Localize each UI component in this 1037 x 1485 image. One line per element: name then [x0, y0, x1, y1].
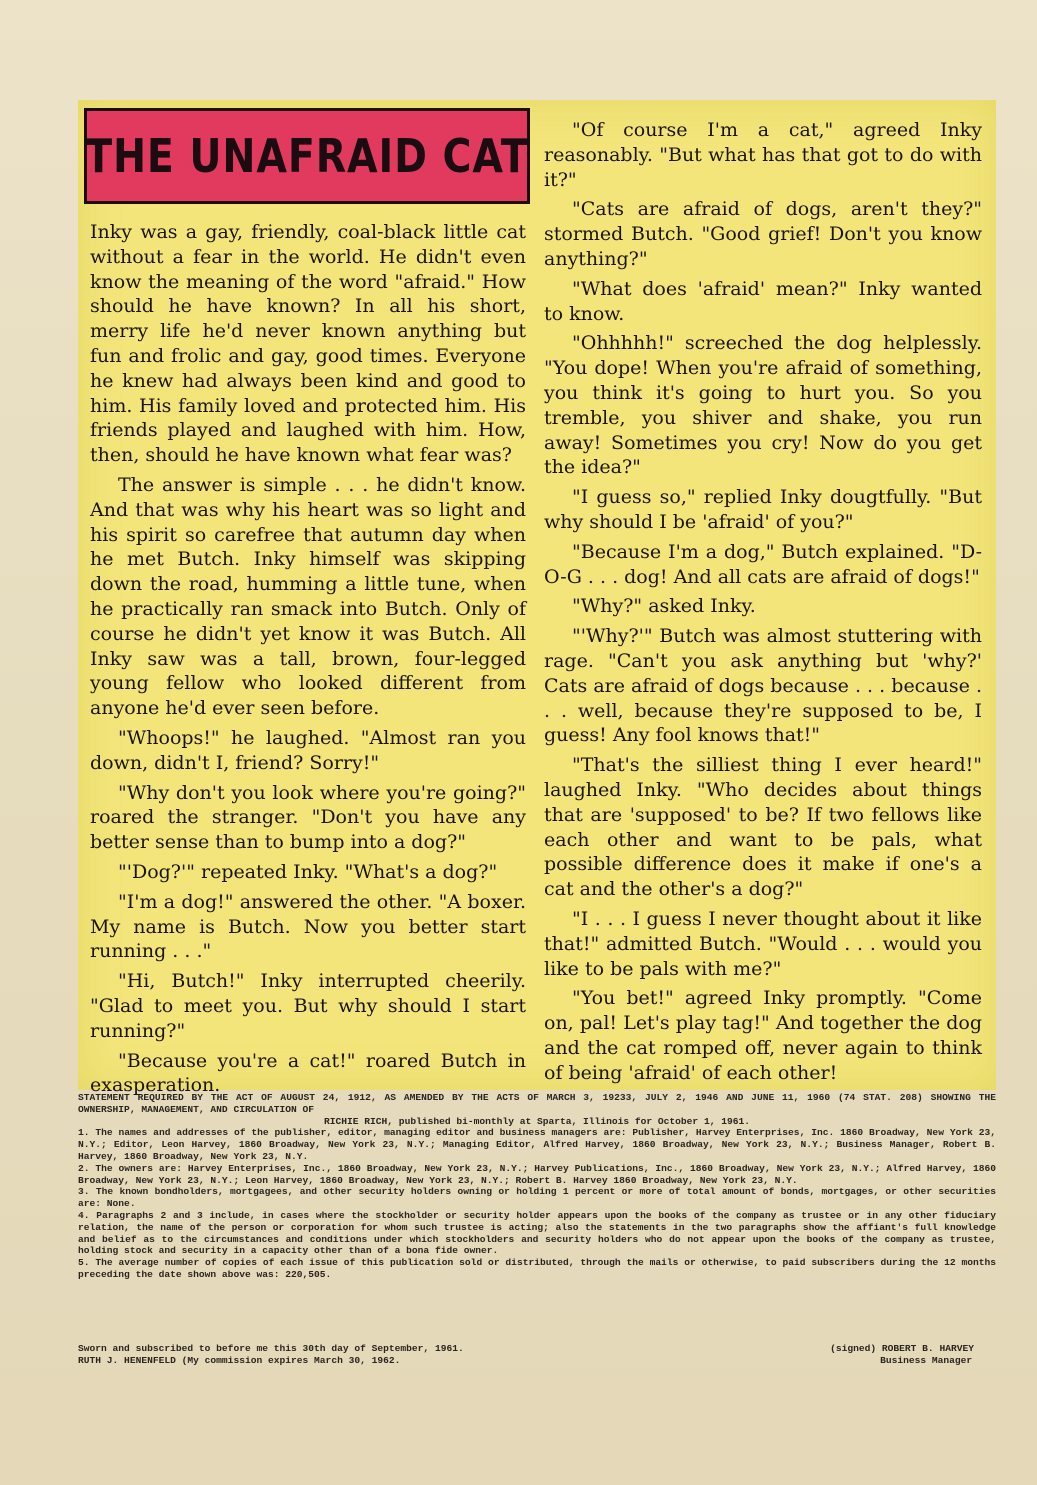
story-paragraph: "Cats are afraid of dogs, aren't they?" stormed Butch. "Good grief! Don't you know anything?"	[544, 198, 982, 270]
story-paragraph: "Because I'm a dog," Butch explained. "D-O-G . . . dog! And all cats are afraid of dogs!"	[544, 540, 982, 588]
story-title: THE UNAFRAID CAT	[85, 129, 529, 183]
story-paragraph: "I guess so," replied Inky dougtfully. "But why should I be 'afraid' of you?"	[544, 486, 982, 533]
story-paragraph: "'Dog?'" repeated Inky. "What's a dog?"	[118, 860, 498, 883]
story-paragraph: Inky was a gay, friendly, coal-black little cat without a fear in the world. He didn't even know the meaning of the word "afraid." How should he have known? In all his short, merry life he'd never known anything but fun and frolic and gay, good times. Everyone he knew had always been kind and good to him. His family loved and protected him. His friends played and laughed with him. How, then, should he have known what fear was?	[90, 221, 526, 467]
story-paragraph: "Why?" asked Inky.	[572, 595, 756, 618]
story-paragraph: "Why don't you look where you're going?" roared the stranger. "Don't you have any better sense than to bump into a dog?"	[90, 781, 526, 854]
story-paragraph: "That's the silliest thing I ever heard!" laughed Inky. "Who decides about things that are 'supposed' to be? If two fellows like each other and want to be pals, what possible difference does it make if one's a cat and the other's a dog?"	[544, 754, 982, 901]
story-paragraph: "Of course I'm a cat," agreed Inky reasonably. "But what has that got to do with it?"	[544, 119, 982, 191]
statement-item: 5. The average number of copies of each issue of this publication sold or distributed, through the mails or otherwise, to paid subscribers during the 12 months preceding the date shown above was: 220,505.	[78, 1257, 996, 1280]
story-paragraph: "Because you're a cat!" roared Butch in exasperation.	[90, 1049, 526, 1097]
statement-item: 3. The known bondholders, mortgagees, and other security holders owning or holding 1 percent or more of total amount of bonds, mortgages, or other securities are: None.	[78, 1186, 996, 1210]
story-paragraph: "What does 'afraid' mean?" Inky wanted to know.	[544, 277, 982, 325]
statement-item: 2. The owners are: Harvey Enterprises, Inc., 1860 Broadway, New York 23, N.Y.; Harvey Publications, Inc., 1860 Broadway, New York 23, N.Y.; Alfred Harvey, 1860 Broadway, New York 23, N.Y.; Leon Harvey, 1860 Broadway, New York 23, N.Y.; Robert B. Harvey 1860 Broadway, New York 23, N.Y.	[78, 1162, 996, 1186]
signature-block	[830, 1343, 974, 1367]
statement-item: 4. Paragraphs 2 and 3 include, in cases where the stockholder or security holder appears upon the books of the company as trustee or in any other fiduciary relation, the name of the person or corporation for whom such trustee is acting; also the statements in the two paragraphs show the affiant's full knowledge and belief as to the circumstances and conditions under which stockholders and security holders who do not appear upon the books of the company as trustee, holding stock and security in a capacity other than of a bona fide owner.	[78, 1209, 996, 1257]
notary-line: RUTH J. HENENFELD (My commission expires March 30, 1962.	[78, 1355, 401, 1366]
story-column-right	[544, 118, 982, 1090]
story-paragraph: "Whoops!" he laughed. "Almost ran you down, didn't I, friend? Sorry!"	[90, 726, 526, 774]
notary-block	[78, 1343, 464, 1367]
statement-publication: RICHIE RICH, published bi-monthly at Sparta, Illinois for October 1, 1961.	[323, 1115, 751, 1127]
story-paragraph: The answer is simple . . . he didn't know. And that was why his heart was so light and his spirit so carefree that autumn day when he met Butch. Inky himself was skipping down the road, humming a little tune, when he practically ran smack into Butch. Only of course he didn't yet know it was Butch. All Inky saw was a tall, brown, four-legged young fellow who looked different from anyone he'd ever seen before.	[90, 473, 526, 720]
statement-header: STATEMENT REQUIRED BY THE ACT OF AUGUST 24, 1912, AS AMENDED BY THE ACTS OF MARCH 3, 19233, JULY 2, 1946 AND JUNE 11, 1960 (74 STAT. 208) SHOWING THE OWNERSHIP, MANAGEMENT, AND CIRCULATION OF	[78, 1092, 996, 1115]
story-paragraph: "You bet!" agreed Inky promptly. "Come on, pal! Let's play tag!" And together the dog and the cat romped off, never again to think of being 'afraid' of each other!	[544, 987, 982, 1084]
story-paragraph: "'Why?'" Butch was almost stuttering with rage. "Can't you ask anything but 'why?' Cats are afraid of dogs because . . . because . . . well, because they're supposed to be, I guess! Any fool knows that!"	[544, 625, 982, 747]
role-line: Business Manager	[880, 1355, 973, 1366]
ownership-statement	[78, 1092, 996, 1281]
statement-item: 1. The names and addresses of the publisher, editor, managing editor and business managers are: Publisher, Harvey Enterprises, Inc. 1860 Broadway, New York 23, N.Y.; Editor, Leon Harvey, 1860 Broadway, New York 23, N.Y.; Managing Editor, Alfred Harvey, 1860 Broadway, New York 23, N.Y.; Business Manager, Robert B. Harvey, 1860 Broadway, New York 23, N.Y.	[78, 1127, 996, 1162]
signed-line: (signed) ROBERT B. HARVEY	[830, 1343, 974, 1354]
story-paragraph: "I . . . I guess I never thought about it like that!" admitted Butch. "Would . . . would you like to be pals with me?"	[544, 907, 982, 980]
sworn-line: Sworn and subscribed to before me this 30th day of September, 1961.	[78, 1343, 464, 1354]
story-title-banner	[84, 108, 530, 204]
story-column-left	[90, 220, 526, 1103]
story-paragraph: "Hi, Butch!" Inky interrupted cheerily. "Glad to meet you. But why should I start running?"	[90, 970, 526, 1042]
story-paragraph: "I'm a dog!" answered the other. "A boxer. My name is Butch. Now you better start running . . ."	[90, 890, 526, 963]
story-paragraph: "Ohhhhh!" screeched the dog helplessly. "You dope! When you're afraid of something, you think it's going to hurt you. So you tremble, you shiver and shake, you run away! Sometimes you cry! Now do you get the idea?"	[544, 332, 982, 479]
